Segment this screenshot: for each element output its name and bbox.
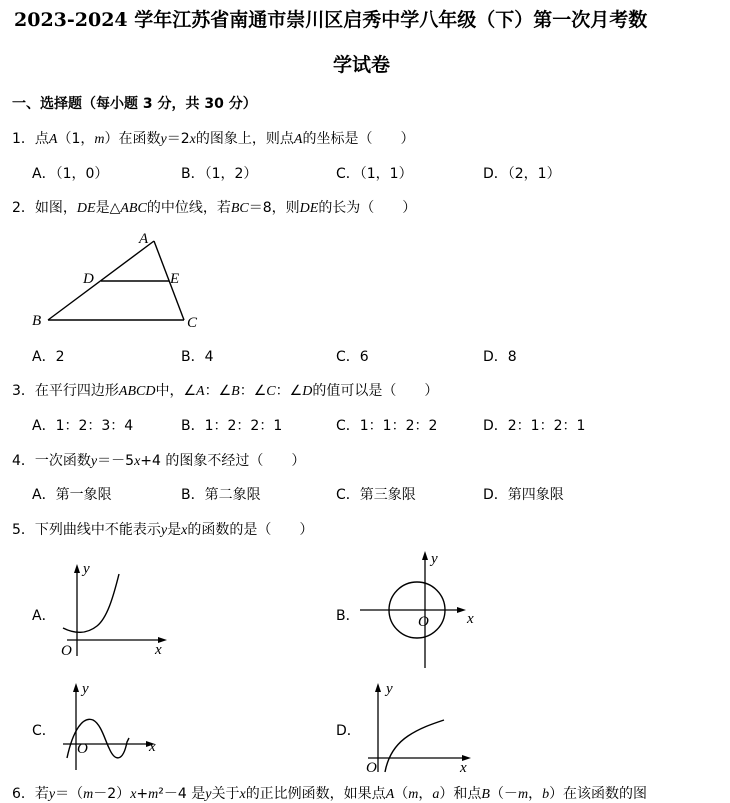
q1-option-b: B．（1，2） <box>181 166 258 182</box>
question-6: 6．若y＝（m－2）x+m²－4 是y关于x的正比例函数，如果点A（m，a）和点B（－m，b）在该函数的图 <box>12 786 648 802</box>
graph-c <box>55 680 170 776</box>
question-4: 4．一次函数y＝－5x+4 的图象不经过（ ） <box>12 453 306 469</box>
q3-option-b: B．1：2：2：1 <box>181 418 283 434</box>
q5-label-b: B． <box>336 608 360 624</box>
q2-option-d: D．8 <box>483 349 517 365</box>
graph-b <box>355 548 485 672</box>
title-line-1: 2023-2024 学年江苏省南通市崇川区启秀中学八年级（下）第一次月考数 <box>14 9 648 31</box>
graph-c-y-label: y <box>82 681 89 697</box>
graph-d-y-label: y <box>386 681 393 697</box>
q3-option-c: C．1：1：2：2 <box>336 418 438 434</box>
q4-option-b: B．第二象限 <box>181 487 261 503</box>
graph-a-y-label: y <box>83 562 90 577</box>
graph-a <box>55 562 170 660</box>
q5-label-d: D． <box>336 723 361 739</box>
label-c: C <box>187 315 198 331</box>
graph-c-x-label: x <box>149 739 156 755</box>
question-5: 5．下列曲线中不能表示y是x的函数的是（ ） <box>12 522 314 538</box>
question-1: 1．点A（1，m）在函数y＝2x的图象上，则点A的坐标是（ ） <box>12 131 415 147</box>
q5-label-a: A． <box>32 608 56 624</box>
q1-option-a: A．（1，0） <box>32 166 109 182</box>
label-a: A <box>139 231 149 247</box>
graph-d <box>360 680 480 776</box>
label-e: E <box>170 271 180 287</box>
q1-option-c: C．（1，1） <box>336 166 413 182</box>
q4-option-d: D．第四象限 <box>483 487 564 503</box>
q5-label-c: C． <box>32 723 56 739</box>
q4-option-a: A．第一象限 <box>32 487 112 503</box>
graph-a-origin: O <box>61 643 72 659</box>
q3-option-d: D．2：1：2：1 <box>483 418 586 434</box>
graph-d-x-label: x <box>460 760 467 776</box>
graph-d-origin: O <box>366 760 377 776</box>
graph-b-y-label: y <box>431 551 438 567</box>
q4-option-c: C．第三象限 <box>336 487 416 503</box>
graph-a-x-label: x <box>155 642 162 658</box>
graph-b-origin: O <box>418 614 429 630</box>
label-b: B <box>32 313 42 329</box>
question-3: 3．在平行四边形ABCD中，∠A：∠B：∠C：∠D的值可以是（ ） <box>12 383 439 399</box>
q3-option-a: A．1：2：3：4 <box>32 418 134 434</box>
title-line-2: 学试卷 <box>333 54 391 76</box>
graph-c-origin: O <box>77 741 88 757</box>
q2-option-a: A．2 <box>32 349 65 365</box>
q1-option-d: D．（2，1） <box>483 166 561 182</box>
graph-b-x-label: x <box>467 611 474 627</box>
section-heading: 一、选择题（每小题 3 分，共 30 分） <box>12 96 257 112</box>
question-2: 2．如图，DE是△ABC的中位线，若BC＝8，则DE的长为（ ） <box>12 200 417 216</box>
q2-option-b: B．4 <box>181 349 214 365</box>
q2-option-c: C．6 <box>336 349 369 365</box>
triangle-figure <box>28 228 208 332</box>
label-d: D <box>83 271 94 287</box>
